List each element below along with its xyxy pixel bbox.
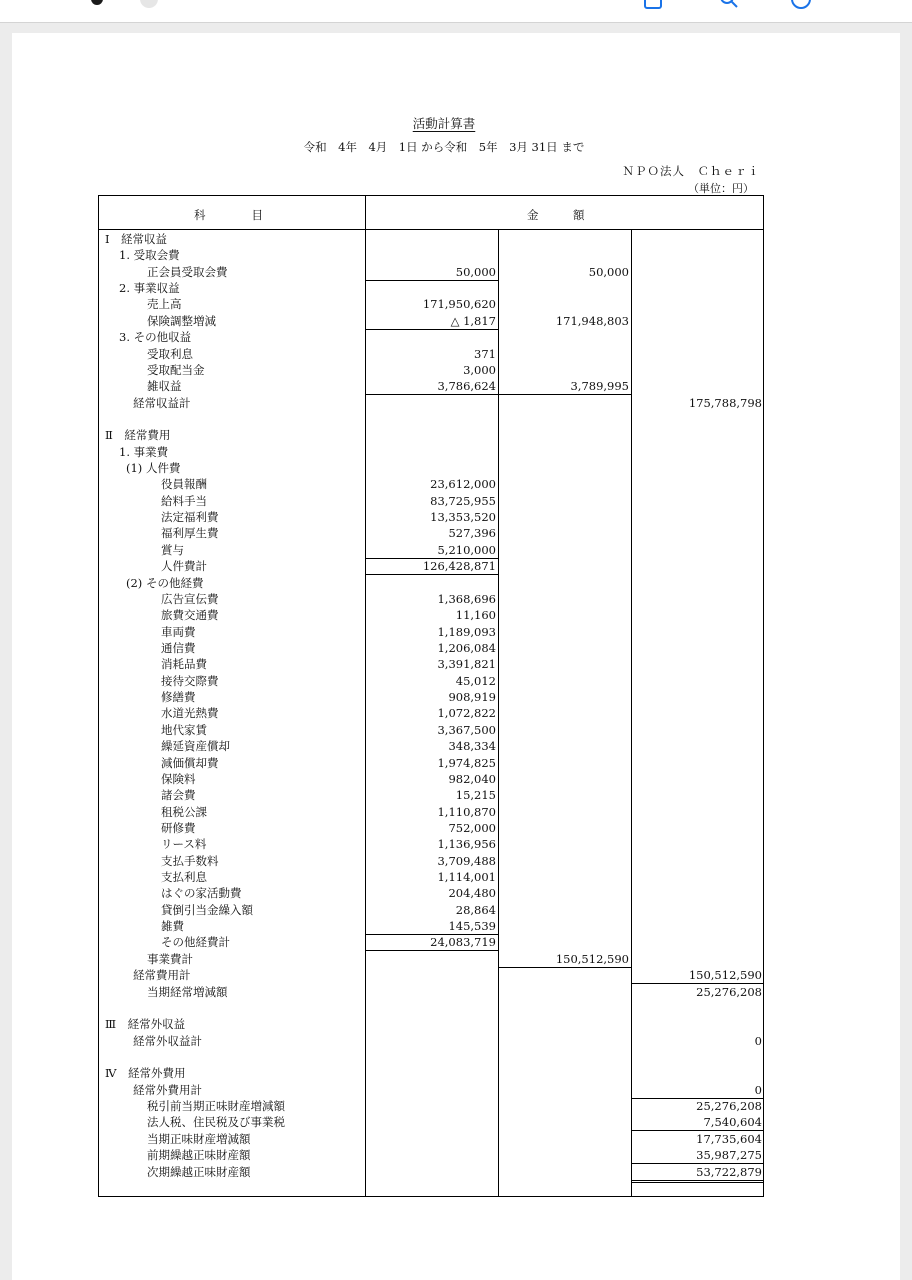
statement-row [99,607,765,623]
statement-row [99,853,765,869]
row-label: 正会員受取会費 [147,264,228,279]
organization-name: ＮＰＯ法人 Ｃｈｅｒｉ [622,164,760,178]
row-label: 車両費 [161,624,196,639]
row-label: 租税公課 [161,804,207,819]
row-label: 3. その他収益 [119,330,192,345]
statement-row [99,804,765,820]
statement-row [99,1082,765,1098]
amount-c1: 3,391,821 [437,657,496,672]
amount-c1: 45,012 [455,673,496,688]
row-label: 1. 事業費 [119,444,169,459]
row-label: 消耗品費 [161,657,207,672]
amount-c2: 3,789,995 [499,378,631,395]
row-label: 次期繰越正味財産額 [147,1164,251,1179]
statement-row [99,575,765,591]
statement-row [99,689,765,705]
share-icon[interactable] [642,0,664,10]
amount-c1: 204,480 [448,886,496,901]
statement-row [99,542,765,558]
amount-c1: 371 [474,346,496,361]
amount-c1: 1,206,084 [437,641,496,655]
statement-row [99,1033,765,1049]
statement-row [99,509,765,525]
amount-c1: 3,786,624 [366,378,498,395]
viewer-toolbar [0,0,912,23]
amount-c3: 0 [632,1082,764,1099]
amount-c1: 752,000 [448,820,496,835]
row-label: 売上高 [147,297,182,312]
statement-row [99,869,765,885]
row-label: Ⅱ 経常費用 [105,428,171,443]
row-label: 給料手当 [161,493,207,508]
period-line: 令和 4年 4月 1日 から令和 5年 3月 31日 まで [303,140,585,154]
statement-row [99,656,765,672]
row-label: 経常費用計 [133,968,191,983]
unit-note: （単位：円） [688,182,754,195]
row-label: Ⅳ 経常外費用 [105,1066,186,1081]
row-label: 保険調整増減 [147,313,216,328]
statement-row [99,558,765,574]
amount-c1: 171,950,620 [422,297,496,312]
row-label: リース料 [161,837,207,852]
statement-row [99,444,765,460]
amount-c1: 348,334 [448,739,496,754]
amount-c1: 527,396 [448,526,496,541]
amount-c3: 150,512,590 [632,967,764,984]
statement-row [99,362,765,378]
statement-row [99,738,765,754]
amount-c3: 0 [754,1033,762,1048]
statement-row [99,476,765,492]
header-amount: 金 額 [527,208,585,222]
row-label: (2) その他経費 [126,575,204,590]
amount-c1: 23,612,000 [430,477,496,492]
row-label: 経常収益計 [133,395,191,410]
row-label: 前期繰越正味財産額 [147,1148,251,1163]
amount-c1: 13,353,520 [430,510,496,525]
amount-c1: 145,539 [366,918,498,935]
statement-row [99,1049,765,1065]
amount-c1: 982,040 [448,771,496,786]
statement-row [99,247,765,263]
search-icon[interactable] [718,0,740,10]
amount-c1: 3,709,488 [437,853,496,868]
row-label: 繰延資産償却 [161,739,230,754]
row-label: 事業費計 [147,951,193,966]
row-label: 当期経常増減額 [147,984,228,999]
amount-c1: 15,215 [455,788,496,803]
amount-c3: 25,276,208 [696,1099,762,1114]
row-label: 受取配当金 [147,362,205,377]
statement-row [99,771,765,787]
statement-row [99,624,765,640]
statement-row [99,313,765,329]
row-label: 広告宣伝費 [161,591,219,606]
amount-c1: 11,160 [455,608,496,623]
row-label: その他経費計 [161,935,230,950]
amount-c3: 7,540,604 [632,1114,764,1131]
row-label: 貸倒引当金繰入額 [161,902,253,917]
statement-row [99,1000,765,1016]
row-label: 支払利息 [161,870,207,885]
row-label: 役員報酬 [161,477,207,492]
amount-c3: 175,788,798 [688,395,762,410]
more-icon[interactable] [790,0,812,10]
amount-c1: 5,210,000 [366,542,498,559]
header-subject: 科 目 [194,208,263,222]
amount-c1: 1,974,825 [437,755,496,770]
statement-row [99,346,765,362]
row-label: 2. 事業収益 [119,281,180,296]
row-label: 1. 受取会費 [119,248,180,263]
statement-row [99,1131,765,1147]
row-label: はぐの家活動費 [161,886,242,901]
statement-row [99,460,765,476]
statement-row [99,787,765,803]
statement-row [99,1147,765,1163]
toolbar-dot-icon[interactable] [138,0,160,10]
row-label: 福利厚生費 [161,526,219,541]
amount-c1: 1,110,870 [437,804,496,819]
statement-row [99,525,765,541]
amount-c1: 908,919 [448,690,496,705]
row-label: 地代家賃 [161,722,207,737]
row-label: 接待交際費 [161,673,219,688]
statement-row [99,1098,765,1114]
row-label: 保険料 [161,771,196,786]
row-label: Ⅰ 経常収益 [105,232,168,246]
statement-table [98,195,764,1197]
row-label: 減価償却費 [161,755,219,770]
row-label: 法定福利費 [161,510,219,525]
amount-c1: △ 1,817 [366,313,498,330]
row-label: 人件費計 [161,559,207,574]
statement-row [99,1065,765,1081]
statement-row [99,296,765,312]
statement-row [99,885,765,901]
row-label: 雑費 [161,919,184,934]
row-label: (1) 人件費 [126,461,181,476]
statement-row [99,934,765,950]
row-label: 賞与 [161,542,184,557]
amount-c1: 3,367,500 [437,722,496,737]
row-label: 当期正味財産増減額 [147,1131,251,1146]
row-label: 研修費 [161,820,196,835]
statement-row [99,722,765,738]
amount-c1: 3,000 [463,362,496,377]
amount-c1: 1,189,093 [437,624,496,639]
statement-row [99,231,765,247]
amount-c1: 50,000 [366,264,498,281]
amount-c3: 25,276,208 [696,984,762,999]
amount-c1: 1,114,001 [437,870,496,885]
amount-c1: 126,428,871 [366,558,498,575]
statement-row [99,411,765,427]
statement-row [99,836,765,852]
statement-row [99,918,765,934]
statement-row [99,1016,765,1032]
row-label: 法人税、住民税及び事業税 [147,1115,285,1130]
document-page [12,33,900,1280]
amount-c3: 35,987,275 [632,1147,764,1164]
toolbar-item-icon[interactable] [86,0,108,10]
amount-c1: 1,072,822 [437,706,496,721]
statement-row [99,280,765,296]
row-label: 経常外費用計 [133,1082,202,1097]
statement-row [99,493,765,509]
amount-c1: 24,083,719 [366,934,498,951]
statement-row [99,329,765,345]
amount-c2: 50,000 [588,264,629,279]
row-label: 税引前当期正味財産増減額 [147,1099,285,1114]
amount-c3: 17,735,604 [696,1131,762,1146]
row-label: 修繕費 [161,690,196,705]
statement-row [99,1114,765,1130]
amount-c1: 83,725,955 [430,493,496,508]
statement-row [99,673,765,689]
amount-c1: 28,864 [455,902,496,917]
row-label: 受取利息 [147,346,193,361]
statement-row [99,967,765,983]
document-title: 活動計算書 [412,116,476,131]
statement-row [99,984,765,1000]
row-label: 通信費 [161,641,196,655]
statement-row [99,705,765,721]
amount-c2: 150,512,590 [499,951,631,968]
amount-c1: 1,136,956 [437,837,496,852]
amount-c2: 171,948,803 [555,313,629,328]
statement-row [99,755,765,771]
header-divider [99,229,763,230]
amount-c1: 1,368,696 [437,591,496,606]
row-label: 雑収益 [147,379,182,394]
row-label: 水道光熱費 [161,706,219,721]
row-label: 旅費交通費 [161,608,219,623]
row-label: 諸会費 [161,788,196,803]
statement-row [99,951,765,967]
statement-row [99,395,765,411]
statement-row [99,1164,765,1180]
statement-row [99,591,765,607]
row-label: 支払手数料 [161,853,219,868]
amount-c3: 53,722,879 [632,1164,764,1183]
statement-row [99,264,765,280]
statement-row [99,427,765,443]
row-label: 経常外収益計 [133,1033,202,1048]
statement-row [99,378,765,394]
statement-row [99,640,765,656]
statement-row [99,820,765,836]
statement-row [99,902,765,918]
row-label: Ⅲ 経常外収益 [105,1017,186,1032]
